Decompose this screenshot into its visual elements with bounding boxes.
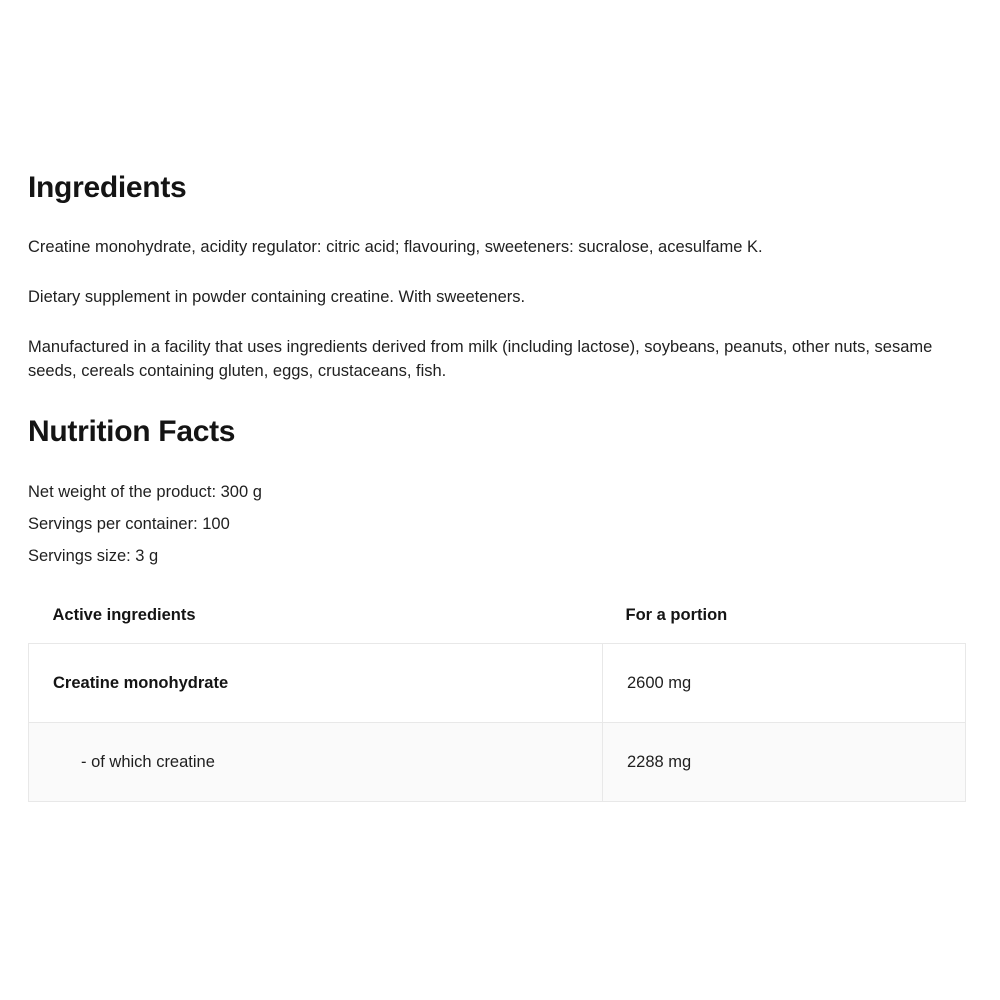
nutrition-facts-section <box>28 414 972 803</box>
nutrition-table <box>28 596 966 802</box>
column-header-for-a-portion: For a portion <box>625 606 728 625</box>
net-weight-line: Net weight of the product: 300 g <box>28 482 262 501</box>
table-header-row <box>29 596 966 644</box>
ingredient-name: - of which creatine <box>29 723 603 802</box>
servings-per-container-line: Servings per container: 100 <box>28 514 230 533</box>
nutrition-facts-heading: Nutrition Facts <box>28 414 236 448</box>
ingredient-name: Creatine monohydrate <box>29 644 603 723</box>
serving-info-block <box>28 476 972 573</box>
ingredients-heading: Ingredients <box>28 171 187 204</box>
ingredients-paragraph-3: Manufactured in a facility that uses ingredients derived from milk (including lactose), soybeans, peanuts, other nuts, sesame seeds, cereals containing gluten, eggs, crustaceans, fish. <box>28 337 933 380</box>
ingredients-paragraph-1: Creatine monohydrate, acidity regulator: citric acid; flavouring, sweeteners: sucralose, acesulfame K. <box>28 238 763 256</box>
column-header-active-ingredients: Active ingredients <box>52 606 196 625</box>
ingredient-amount: 2288 mg <box>603 723 966 802</box>
ingredients-section <box>28 170 972 384</box>
serving-size-line: Servings size: 3 g <box>28 547 159 566</box>
ingredients-paragraph-2: Dietary supplement in powder containing creatine. With sweeteners. <box>28 287 526 306</box>
table-row <box>29 644 966 723</box>
ingredient-amount: 2600 mg <box>603 644 966 723</box>
table-row <box>29 723 966 802</box>
